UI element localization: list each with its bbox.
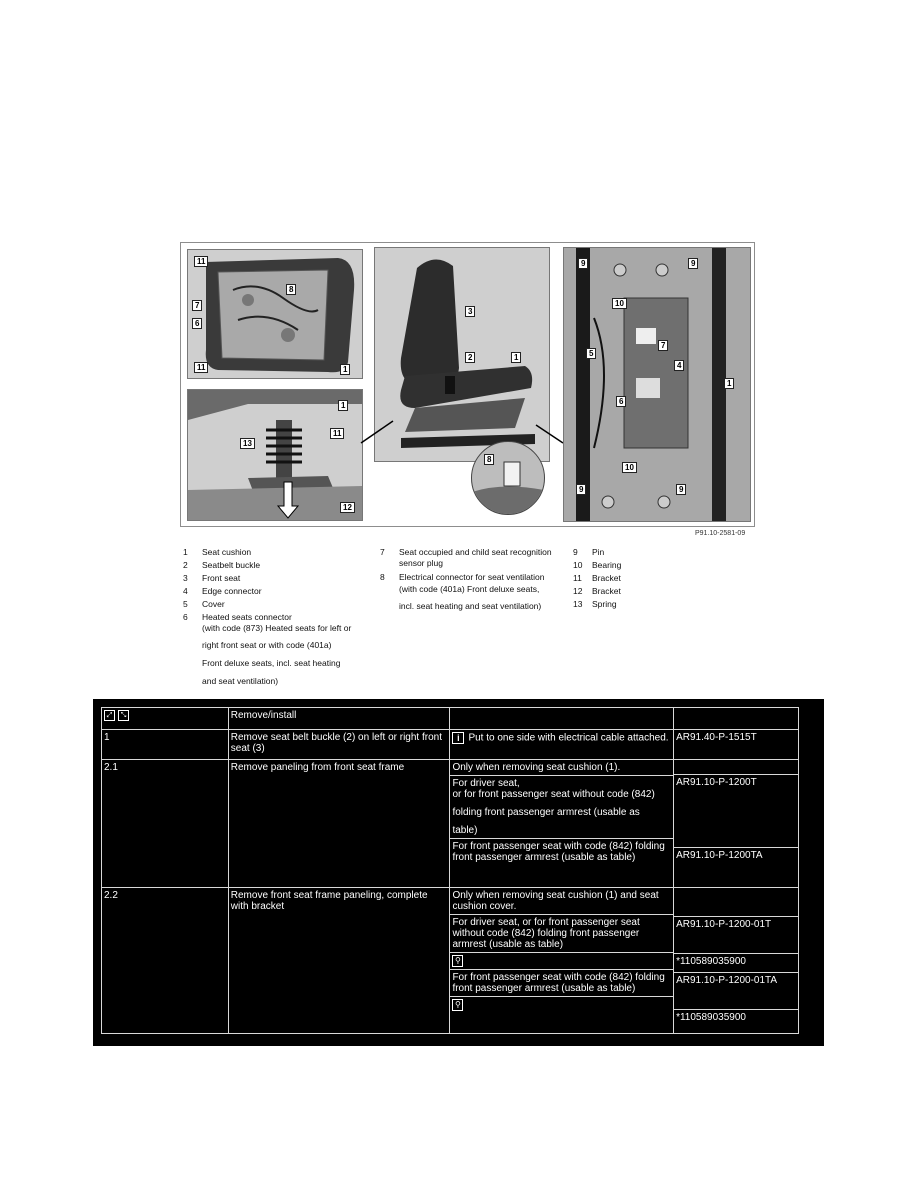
note-passenger-seat: For front passenger seat with code (842) folding front passenger armrest (usable as table): [450, 969, 673, 996]
table-row: [102, 760, 799, 888]
tool-number[interactable]: *110589035900: [676, 1012, 746, 1023]
legend-num: 3: [183, 573, 188, 583]
header-empty: [450, 708, 674, 730]
legend-num: 7: [380, 547, 385, 557]
figure-reference: P91.10-2581-09: [695, 530, 746, 537]
legend-text: (with code (401a) Front deluxe seats,: [399, 584, 540, 594]
legend-text: Bracket: [592, 573, 621, 583]
legend-text: sensor plug: [399, 558, 443, 568]
panel-cushion-underside: [187, 249, 363, 379]
callout-6: 6: [192, 318, 202, 329]
callout-9c: 9: [576, 484, 586, 495]
note-driver-seat: [450, 775, 673, 838]
legend-num: 1: [183, 547, 188, 557]
collapse-icon[interactable]: ⤡: [118, 710, 129, 721]
callout-10a: 10: [612, 298, 627, 309]
callout-9d: 9: [676, 484, 686, 495]
tool-row: [450, 996, 673, 1013]
legend-num: 5: [183, 599, 188, 609]
callout-11b: 11: [194, 362, 208, 373]
step-action: Remove seat belt buckle (2) on left or right front seat (3): [228, 730, 450, 760]
seat-figure: [180, 242, 755, 527]
callout-bl-1: 1: [338, 400, 348, 411]
legend-num: 10: [573, 560, 583, 570]
step-number: 1: [102, 730, 229, 760]
legend-text: Electrical connector for seat ventilation: [399, 572, 545, 582]
note-line: For driver seat,: [452, 778, 520, 789]
callout-13: 13: [240, 438, 255, 449]
legend-text: Edge connector: [202, 586, 262, 596]
callout-bl-11: 11: [330, 428, 344, 439]
expand-icon[interactable]: ⤢: [104, 710, 115, 721]
reference-link[interactable]: AR91.10-P-1200-01T: [674, 917, 798, 954]
step-action: Remove front seat frame paneling, complete with bracket: [228, 888, 450, 1034]
header-remove-install: Remove/install: [228, 708, 450, 730]
cushion-underside-drawing: [188, 250, 362, 378]
callout-8: 8: [286, 284, 296, 295]
tool-row: [450, 952, 673, 969]
reference-link[interactable]: AR91.10-P-1200TA: [676, 850, 763, 861]
procedure-table: [101, 707, 799, 1034]
legend-text: Front seat: [202, 573, 241, 583]
legend-text: Spring: [592, 599, 617, 609]
callout-center-1: 1: [511, 352, 521, 363]
legend-text: Bearing: [592, 560, 622, 570]
legend-text: incl. seat heating and seat ventilation): [399, 601, 542, 611]
legend-col3: [573, 545, 693, 615]
table-header-row: [102, 708, 799, 730]
header-empty: [674, 708, 799, 730]
spring-bracket-drawing: [188, 390, 362, 520]
legend-num: 9: [573, 547, 578, 557]
note-passenger-seat: For front passenger seat with code (842) folding front passenger armrest (usable as table): [450, 838, 673, 865]
legend-text: Seatbelt buckle: [202, 560, 261, 570]
panel-seat-frame: [563, 247, 751, 522]
step-reference[interactable]: AR91.40-P-1515T: [674, 730, 799, 760]
callout-9b: 9: [688, 258, 698, 269]
legend-text: Seat cushion: [202, 547, 252, 557]
legend-num: 4: [183, 586, 188, 596]
callout-inset-8: 8: [484, 454, 494, 465]
note-line: or for front passenger seat without code (842): [452, 789, 655, 800]
note-driver-seat: For driver seat, or for front passenger seat without code (842) folding front passenger armrest (usable as table): [450, 914, 673, 952]
table-row: [102, 888, 799, 1034]
legend-col2: [380, 545, 570, 615]
step-note: [450, 888, 674, 1034]
seat-frame-drawing: [564, 248, 750, 521]
panel-spring-bracket: [187, 389, 363, 521]
legend-text: (with code (873) Heated seats for left or: [202, 623, 352, 633]
step-reference: [674, 888, 799, 1034]
inset-connector: [471, 441, 545, 515]
legend-text: Pin: [592, 547, 605, 557]
note-intro: Only when removing seat cushion (1).: [452, 762, 621, 773]
inset-connector-drawing: [472, 442, 544, 514]
info-icon[interactable]: i: [452, 732, 464, 744]
step-reference: [674, 760, 799, 888]
special-tool-icon[interactable]: ⚲: [452, 955, 463, 967]
legend-num: 11: [573, 573, 582, 583]
step-action: Remove paneling from front seat frame: [228, 760, 450, 888]
front-seat-drawing: [375, 248, 549, 461]
legend-text: Seat occupied and child seat recognition: [399, 547, 552, 557]
note-line: folding front passenger armrest (usable as: [452, 807, 640, 818]
step-number: 2.1: [102, 760, 229, 888]
legend-text: Heated seats connector: [202, 612, 292, 622]
legend-num: 6: [183, 612, 188, 622]
legend-text: and seat ventilation): [202, 676, 279, 686]
reference-link[interactable]: AR91.10-P-1200-01TA: [674, 973, 798, 1010]
reference-link[interactable]: AR91.10-P-1200T: [674, 775, 798, 848]
legend-text: Cover: [202, 599, 225, 609]
callout-4: 4: [674, 360, 684, 371]
legend-text: Bracket: [592, 586, 621, 596]
legend-num: 2: [183, 560, 188, 570]
note-intro: Only when removing seat cushion (1) and seat cushion cover.: [452, 890, 659, 912]
callout-3: 3: [465, 306, 475, 317]
callout-12: 12: [340, 502, 355, 513]
step-number: 2.2: [102, 888, 229, 1034]
callout-right-1: 1: [724, 378, 734, 389]
callout-7: 7: [192, 300, 202, 311]
callout-6: 6: [616, 396, 626, 407]
legend-num: 8: [380, 572, 385, 582]
callout-7: 7: [658, 340, 668, 351]
procedure-table-frame: [93, 699, 824, 1046]
legend-text: right front seat or with code (401a): [202, 640, 332, 650]
special-tool-icon[interactable]: ⚲: [452, 999, 463, 1011]
callout-10b: 10: [622, 462, 637, 473]
callout-5: 5: [586, 348, 596, 359]
header-icons-cell: [102, 708, 229, 730]
legend-num: 12: [573, 586, 583, 596]
note-line: table): [452, 825, 478, 836]
legend-col1: [183, 545, 373, 695]
callout-11: 11: [194, 256, 208, 267]
callout-2: 2: [465, 352, 475, 363]
callout-1: 1: [340, 364, 350, 375]
panel-front-seat: [374, 247, 550, 462]
tool-number[interactable]: *110589035900: [674, 954, 798, 973]
note-text: Put to one side with electrical cable attached.: [468, 732, 669, 744]
step-note: [450, 730, 674, 760]
legend-num: 13: [573, 599, 583, 609]
legend-text: Front deluxe seats, incl. seat heating: [202, 658, 341, 668]
step-note: [450, 760, 674, 888]
table-row: [102, 730, 799, 760]
callout-9a: 9: [578, 258, 588, 269]
